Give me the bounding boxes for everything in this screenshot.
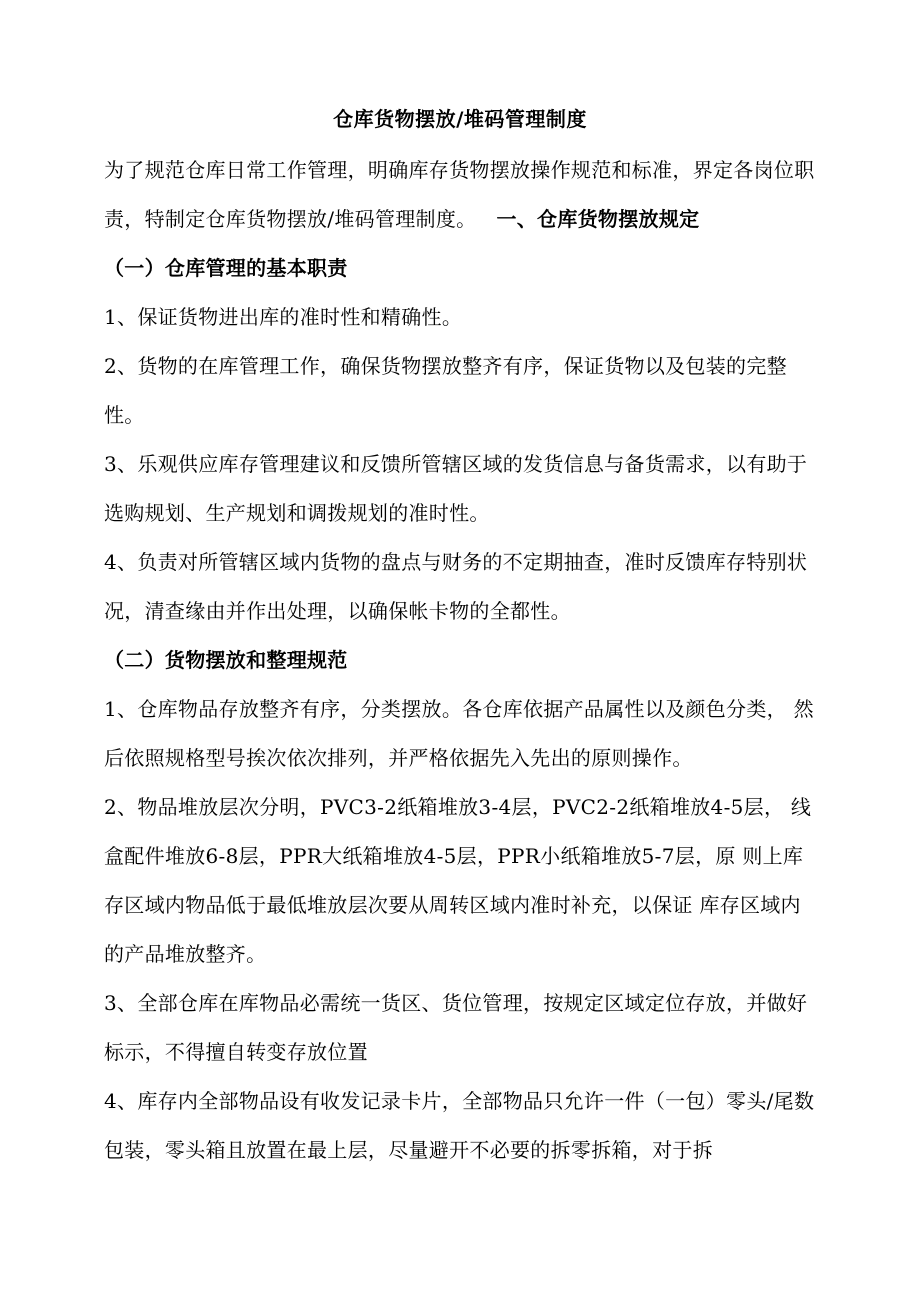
- document-title: 仓库货物摆放/堆码管理制度: [333, 107, 587, 131]
- list-item: 1、仓库物品存放整齐有序，分类摆放。各仓库依据产品属性以及颜色分类， 然后依照规格型号挨次依次排列，并严格依据先入先出的原则操作。: [104, 697, 814, 770]
- document-body: [104, 146, 816, 1175]
- list-item: 2、物品堆放层次分明，PVC3-2纸箱堆放3-4层，PVC2-2纸箱堆放4-5层， 线盒配件堆放6-8层，PPR大纸箱堆放4-5层，PPR小纸箱堆放5-7层，原 则上库存区域内物品低于最低堆放层次要从周转区域内准时补充，以保证 库存区域内的产品堆放整齐。: [104, 795, 812, 966]
- list-item: 1、保证货物进出库的准时性和精确性。: [104, 305, 463, 329]
- list-item: 4、负责对所管辖区域内货物的盘点与财务的不定期抽查，准时反馈库存特别状况，清查缘由并作出处理，以确保帐卡物的全都性。: [104, 550, 808, 623]
- list-item: 2、货物的在库管理工作，确保货物摆放整齐有序，保证货物以及包装的完整性。: [104, 354, 787, 427]
- list-item: 3、全部仓库在库物品必需统一货区、货位管理，按规定区域定位存放，并做好标示，不得擅自转变存放位置: [104, 991, 808, 1064]
- list-item: 4、库存内全部物品设有收发记录卡片，全部物品只允许一件（一包）零头/尾数包装，零头箱且放置在最上层，尽量避开不必要的拆零拆箱，对于拆: [104, 1089, 815, 1162]
- intro-text: 为了规范仓库日常工作管理，明确库存货物摆放操作规范和标准，界定各岗位职责，特制定仓库货物摆放/堆码管理制度。: [104, 158, 815, 231]
- subsection-2-heading: （二）货物摆放和整理规范: [104, 648, 348, 672]
- list-item: 3、乐观供应库存管理建议和反馈所管辖区域的发货信息与备货需求，以有助于选购规划、生产规划和调拨规划的准时性。: [104, 452, 808, 525]
- intro-paragraph: [104, 146, 816, 244]
- subsection-1-heading: （一）仓库管理的基本职责: [104, 256, 348, 280]
- section-1-heading: 一、仓库货物摆放规定: [496, 207, 700, 231]
